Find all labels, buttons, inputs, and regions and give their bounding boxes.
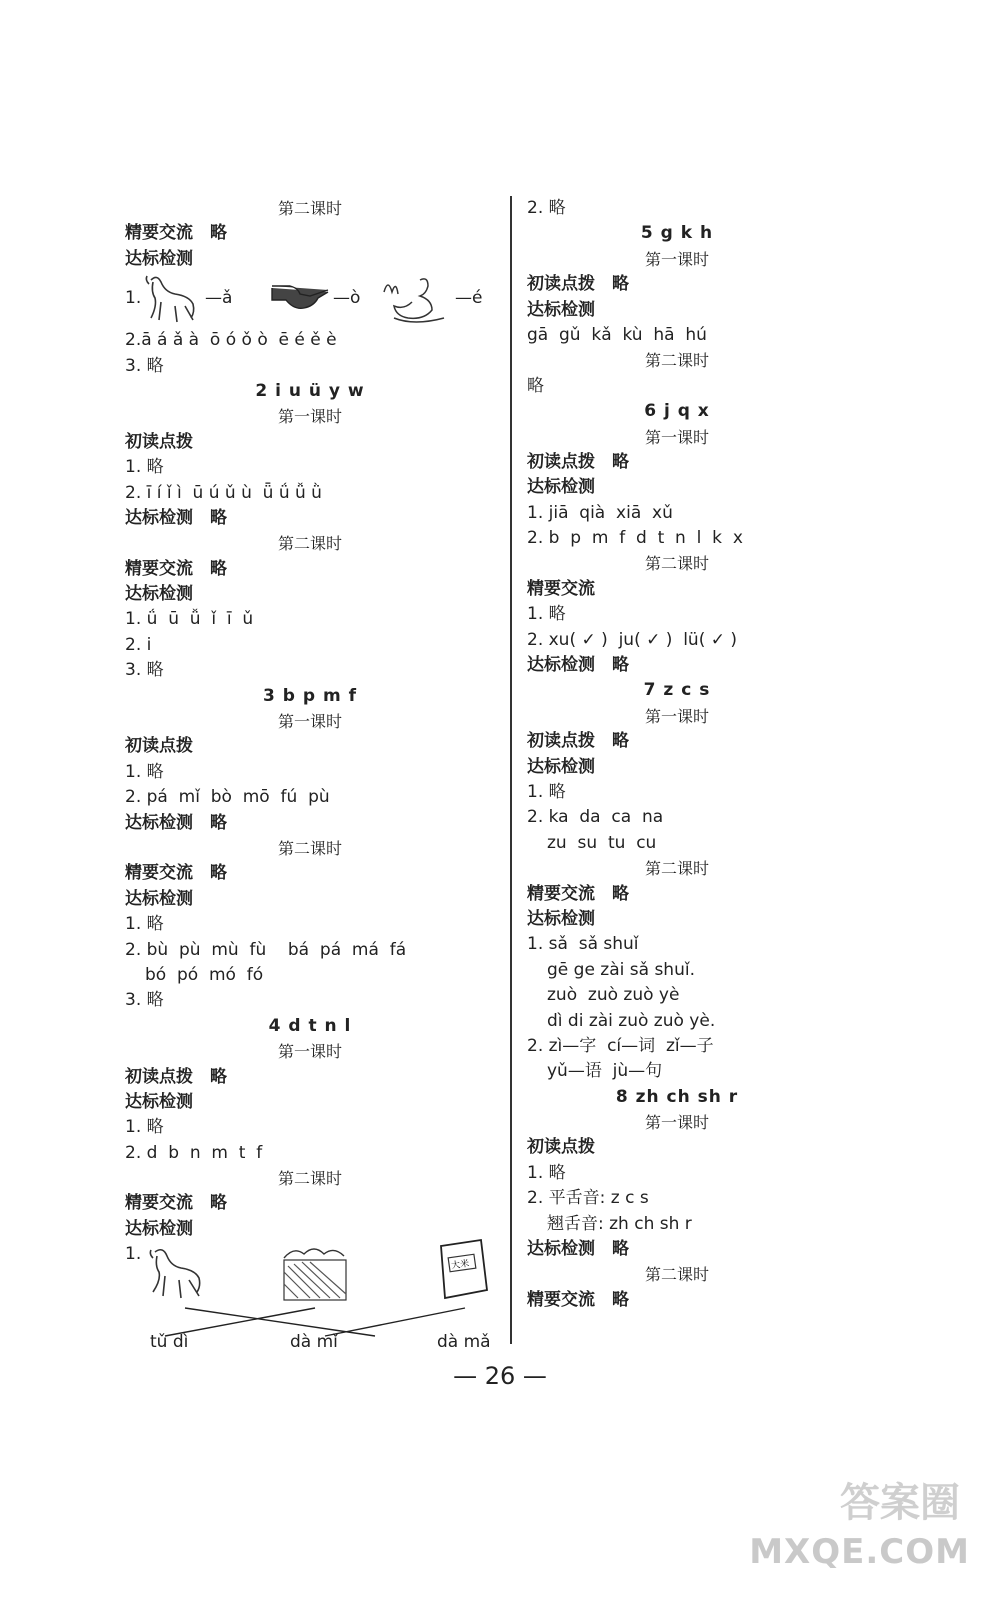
answer-line: 2. pá mǐ bò mō fú pù [125, 787, 330, 808]
section-heading: 精要交流 略 [125, 1193, 227, 1214]
farmland-icon [280, 1242, 350, 1304]
watermark-logo: 答案圈 [840, 1480, 960, 1526]
answer-line: zu su tu cu [547, 832, 657, 853]
section-heading: 精要交流 略 [527, 883, 629, 904]
section-heading: 初读点拨 [527, 1137, 595, 1158]
lesson-subtitle: 第二课时 [277, 1169, 342, 1189]
answer-line: 2. b p m f d t n l k x [527, 528, 743, 549]
question-number: 1. [125, 1244, 142, 1265]
horse-icon [145, 1244, 209, 1302]
answer-line: 2. 略 [527, 198, 566, 218]
unit-title: 8 zh ch sh r [615, 1086, 739, 1107]
answer-line: zuò zuò zuò yè [547, 985, 680, 1006]
watermark-url: MXQE.COM [749, 1532, 970, 1572]
page-number: — 26 — [453, 1362, 547, 1390]
lesson-subtitle: 第一课时 [644, 249, 709, 269]
answer-line: 1. jiā qià xiā xǔ [527, 502, 673, 523]
answer-line: 1. 略 [125, 914, 164, 935]
answer-line: 2. xu( ✓ ) ju( ✓ ) lü( ✓ ) [527, 629, 738, 650]
unit-title: 7 z c s [643, 680, 711, 701]
answer-line: 1. sǎ sǎ shuǐ [527, 934, 639, 955]
answer-a: —ǎ [205, 288, 233, 309]
answer-line: 1. 略 [527, 781, 566, 802]
lesson-subtitle: 第二课时 [277, 199, 342, 218]
answer-line: 2. bù pù mù fù bá pá má fá [125, 939, 407, 960]
section-heading: 达标检测 略 [527, 655, 629, 676]
section-heading: 初读点拨 [125, 431, 193, 452]
section-heading: 达标检测 [527, 299, 595, 320]
answer-line: gē ge zài sǎ shuǐ. [547, 959, 695, 980]
lesson-subtitle: 第二课时 [644, 554, 709, 574]
section-heading: 初读点拨 略 [527, 274, 629, 295]
lesson-subtitle: 第一课时 [644, 427, 709, 447]
section-heading: 达标检测 略 [125, 812, 227, 833]
pinyin-label: dà mǐ [290, 1332, 338, 1353]
lesson-subtitle: 第二课时 [644, 1265, 709, 1285]
answer-line: 1. 略 [125, 457, 164, 478]
lesson-subtitle: 第一课时 [277, 1042, 342, 1062]
section-heading: 精要交流 略 [527, 1289, 629, 1310]
section-heading: 达标检测 [125, 584, 193, 605]
answer-line: 2. ī í ǐ ì ū ú ǔ ù ǖ ǘ ǚ ǜ [125, 482, 322, 503]
answer-line: 2. i [125, 634, 152, 655]
section-heading: 精要交流 略 [125, 558, 227, 579]
unit-title: 5 g k h [640, 223, 714, 244]
section-heading: 精要交流 略 [125, 863, 227, 884]
answer-line: 3. 略 [125, 660, 164, 681]
answer-line: 2.ā á ǎ à ō ó ǒ ò ē é ě è [125, 330, 337, 351]
answer-line: 2. ka da ca na [527, 807, 664, 828]
section-heading: 达标检测 [527, 477, 595, 498]
answer-line: 1. 略 [125, 1117, 164, 1138]
section-heading: 达标检测 [125, 888, 193, 909]
answer-line: 2. 平舌音: z c s [527, 1188, 649, 1209]
section-heading: 精要交流 [527, 578, 595, 599]
pinyin-label: dà mǎ [437, 1332, 491, 1353]
section-heading: 达标检测 [527, 908, 595, 929]
section-heading: 精要交流 略 [125, 223, 227, 244]
lesson-subtitle: 第二课时 [644, 859, 709, 879]
lesson-subtitle: 第一课时 [644, 1113, 709, 1133]
unit-title: 6 j q x [644, 401, 710, 422]
picture-row [125, 272, 495, 328]
rice-bag-icon [435, 1236, 491, 1302]
section-heading: 初读点拨 [125, 736, 193, 757]
rice-bag-label: 大米 [450, 1259, 470, 1272]
answer-line: 1. ǘ ū ǚ ǐ ī ǔ [125, 609, 254, 630]
horse-icon [143, 272, 201, 326]
answer-e: —é [455, 288, 483, 309]
answer-o: —ò [333, 288, 361, 309]
unit-title: 3 b p m f [263, 685, 357, 706]
right-column [527, 196, 827, 1313]
lesson-subtitle: 第二课时 [277, 534, 342, 554]
section-heading: 达标检测 [527, 756, 595, 777]
answer-line: 2. d b n m t f [125, 1142, 263, 1163]
left-column [125, 196, 495, 1354]
answer-line: bó pó mó fó [145, 964, 264, 985]
answer-line: yǔ—语 jù—句 [547, 1061, 663, 1082]
unit-title: 4 d t n l [268, 1015, 352, 1036]
section-heading: 达标检测 [125, 248, 193, 269]
answer-line: 1. 略 [125, 761, 164, 782]
question-number: 1. [125, 288, 142, 309]
answer-line: 2. zì—字 cí—词 zǐ—子 [527, 1035, 714, 1056]
section-heading: 初读点拨 略 [125, 1066, 227, 1087]
lesson-subtitle: 第二课时 [644, 351, 709, 371]
answer-line: 翘舌音: zh ch sh r [547, 1213, 692, 1234]
handshake-icon [270, 276, 330, 320]
answer-line: 1. 略 [527, 604, 566, 625]
section-heading: 达标检测 略 [125, 507, 227, 528]
answer-line: 3. 略 [125, 355, 164, 376]
lesson-subtitle: 第二课时 [277, 838, 342, 858]
lesson-subtitle: 第一课时 [277, 407, 342, 427]
answer-line: 3. 略 [125, 990, 164, 1011]
pinyin-label: tǔ dì [150, 1332, 189, 1353]
section-heading: 达标检测 [125, 1091, 193, 1112]
matching-exercise [125, 1242, 495, 1354]
lesson-subtitle: 第一课时 [644, 706, 709, 726]
goose-icon [380, 272, 452, 326]
section-heading: 达标检测 略 [527, 1239, 629, 1260]
unit-title: 2 i u ü y w [255, 380, 365, 401]
answer-line: 1. 略 [527, 1162, 566, 1183]
lesson-subtitle: 第一课时 [277, 712, 342, 732]
answer-line: dì di zài zuò zuò yè. [547, 1010, 716, 1031]
section-heading: 初读点拨 略 [527, 451, 629, 472]
section-heading: 达标检测 [125, 1218, 193, 1239]
column-divider [510, 196, 512, 1344]
answer-line: 略 [527, 375, 544, 396]
answer-line: gā gǔ kǎ kù hā hú [527, 324, 707, 345]
section-heading: 初读点拨 略 [527, 731, 629, 752]
